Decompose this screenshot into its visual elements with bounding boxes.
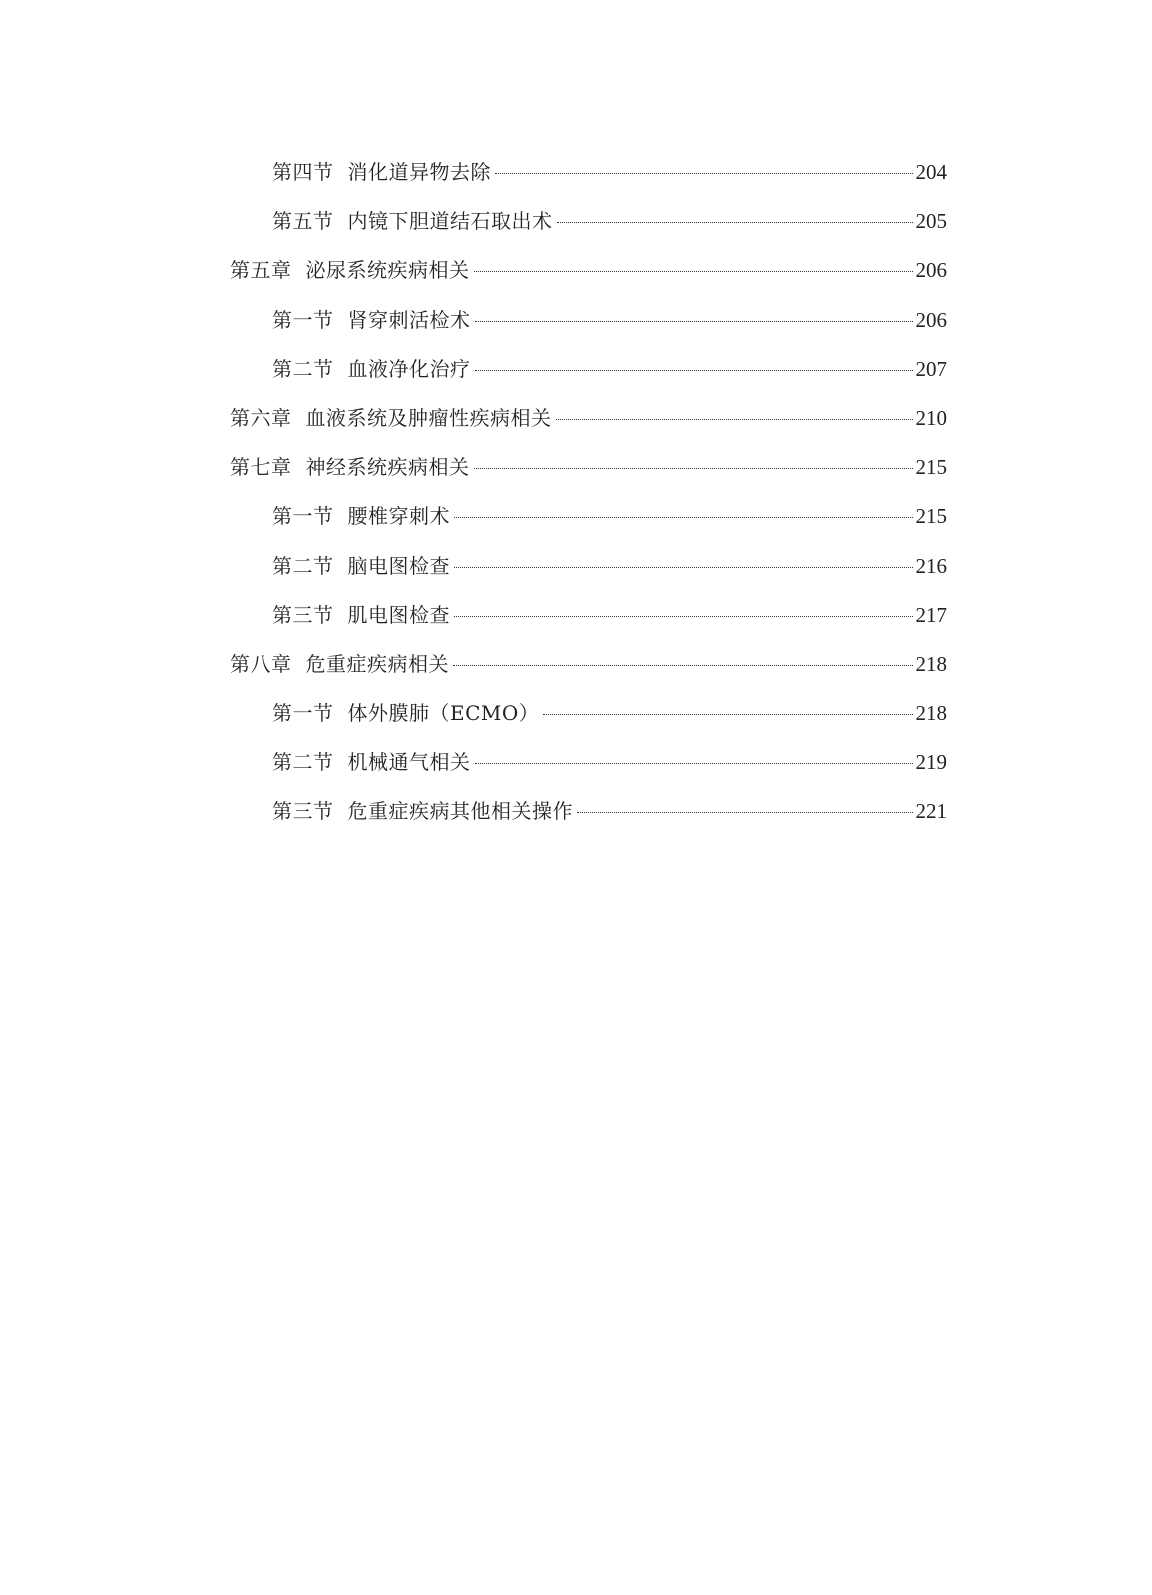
toc-entry[interactable] [230, 303, 947, 352]
dot-leader [543, 714, 912, 715]
toc-entry-title [272, 352, 471, 386]
dot-leader [556, 419, 913, 420]
toc-entry-title [272, 745, 471, 779]
toc-entry[interactable] [230, 549, 947, 598]
dot-leader [577, 812, 913, 813]
dot-leader [474, 468, 913, 469]
toc-entry-title [272, 155, 491, 189]
toc-entry-number: 第二节 [272, 356, 334, 381]
toc-entry-title [272, 794, 573, 828]
toc-entry-title [230, 647, 449, 681]
toc-entry-number: 第五节 [272, 209, 334, 234]
toc-entry-title [272, 204, 553, 238]
toc-entry-text: 机械通气相关 [347, 750, 471, 775]
toc-entry-text: 腰椎穿刺术 [347, 504, 450, 529]
toc-entry-number: 第八章 [230, 651, 292, 676]
dot-leader [475, 763, 913, 764]
toc-entry-text: 泌尿系统疾病相关 [305, 258, 470, 283]
toc-page-number: 217 [915, 602, 947, 627]
toc-entry-title [272, 499, 450, 533]
toc-page-number: 207 [915, 356, 947, 381]
toc-entry-text: 神经系统疾病相关 [305, 455, 470, 480]
toc-entry[interactable] [230, 401, 947, 450]
dot-leader [453, 665, 913, 666]
toc-page-number: 218 [915, 651, 947, 676]
toc-entry-number: 第三节 [272, 602, 334, 627]
toc-page-number: 210 [915, 405, 947, 430]
toc-entry-number: 第五章 [230, 258, 292, 283]
toc-entry-title [230, 401, 552, 435]
toc-entry-text: 体外膜肺（ECMO） [347, 701, 540, 726]
toc-entry-text: 消化道异物去除 [347, 160, 491, 184]
toc-entry-text: 脑电图检查 [347, 553, 450, 578]
toc-page-number: 219 [915, 750, 947, 775]
toc-entry-number: 第二节 [272, 750, 334, 775]
toc-entry-title [272, 549, 450, 583]
toc-entry-text: 内镜下胆道结石取出术 [347, 209, 553, 234]
toc-entry-text: 危重症疾病相关 [305, 651, 449, 676]
toc-entry-text: 血液系统及肿瘤性疾病相关 [305, 405, 552, 430]
toc-page-number: 204 [915, 160, 947, 184]
toc-entry-number: 第六章 [230, 405, 292, 430]
toc-entry-text: 肾穿刺活检术 [347, 307, 471, 332]
toc-entry-text: 肌电图检查 [347, 602, 450, 627]
toc-entry[interactable] [230, 155, 947, 204]
toc-entry-title [230, 253, 470, 287]
dot-leader [454, 517, 913, 518]
toc-page-number: 205 [915, 209, 947, 234]
toc-entry-number: 第七章 [230, 455, 292, 480]
toc-page-number: 206 [915, 258, 947, 283]
toc-entry-title [272, 303, 471, 337]
toc-entry[interactable] [230, 647, 947, 696]
toc-entry-title [230, 450, 470, 484]
toc-page-number: 221 [915, 799, 947, 824]
dot-leader [495, 173, 913, 174]
toc-page-number: 216 [915, 553, 947, 578]
toc-entry-number: 第一节 [272, 701, 334, 726]
toc-entry[interactable] [230, 499, 947, 548]
toc-entry[interactable] [230, 794, 947, 843]
dot-leader [474, 271, 913, 272]
toc-entry[interactable] [230, 696, 947, 745]
toc-page-number: 206 [915, 307, 947, 332]
dot-leader [475, 370, 913, 371]
table-of-contents [230, 155, 947, 844]
toc-entry[interactable] [230, 598, 947, 647]
toc-entry-number: 第四节 [272, 160, 334, 184]
toc-entry-title [272, 598, 450, 632]
toc-entry[interactable] [230, 253, 947, 302]
toc-entry-number: 第一节 [272, 307, 334, 332]
toc-entry[interactable] [230, 352, 947, 401]
toc-page-number: 215 [915, 455, 947, 480]
toc-entry[interactable] [230, 450, 947, 499]
toc-entry-title [272, 696, 539, 730]
toc-entry[interactable] [230, 204, 947, 253]
dot-leader [557, 222, 913, 223]
toc-page-number: 215 [915, 504, 947, 529]
dot-leader [454, 616, 913, 617]
dot-leader [475, 321, 913, 322]
toc-entry-text: 危重症疾病其他相关操作 [347, 799, 573, 824]
toc-entry-number: 第一节 [272, 504, 334, 529]
toc-entry[interactable] [230, 745, 947, 794]
toc-entry-text: 血液净化治疗 [347, 356, 471, 381]
toc-entry-number: 第二节 [272, 553, 334, 578]
toc-page-number: 218 [915, 701, 947, 726]
dot-leader [454, 567, 913, 568]
toc-entry-number: 第三节 [272, 799, 334, 824]
